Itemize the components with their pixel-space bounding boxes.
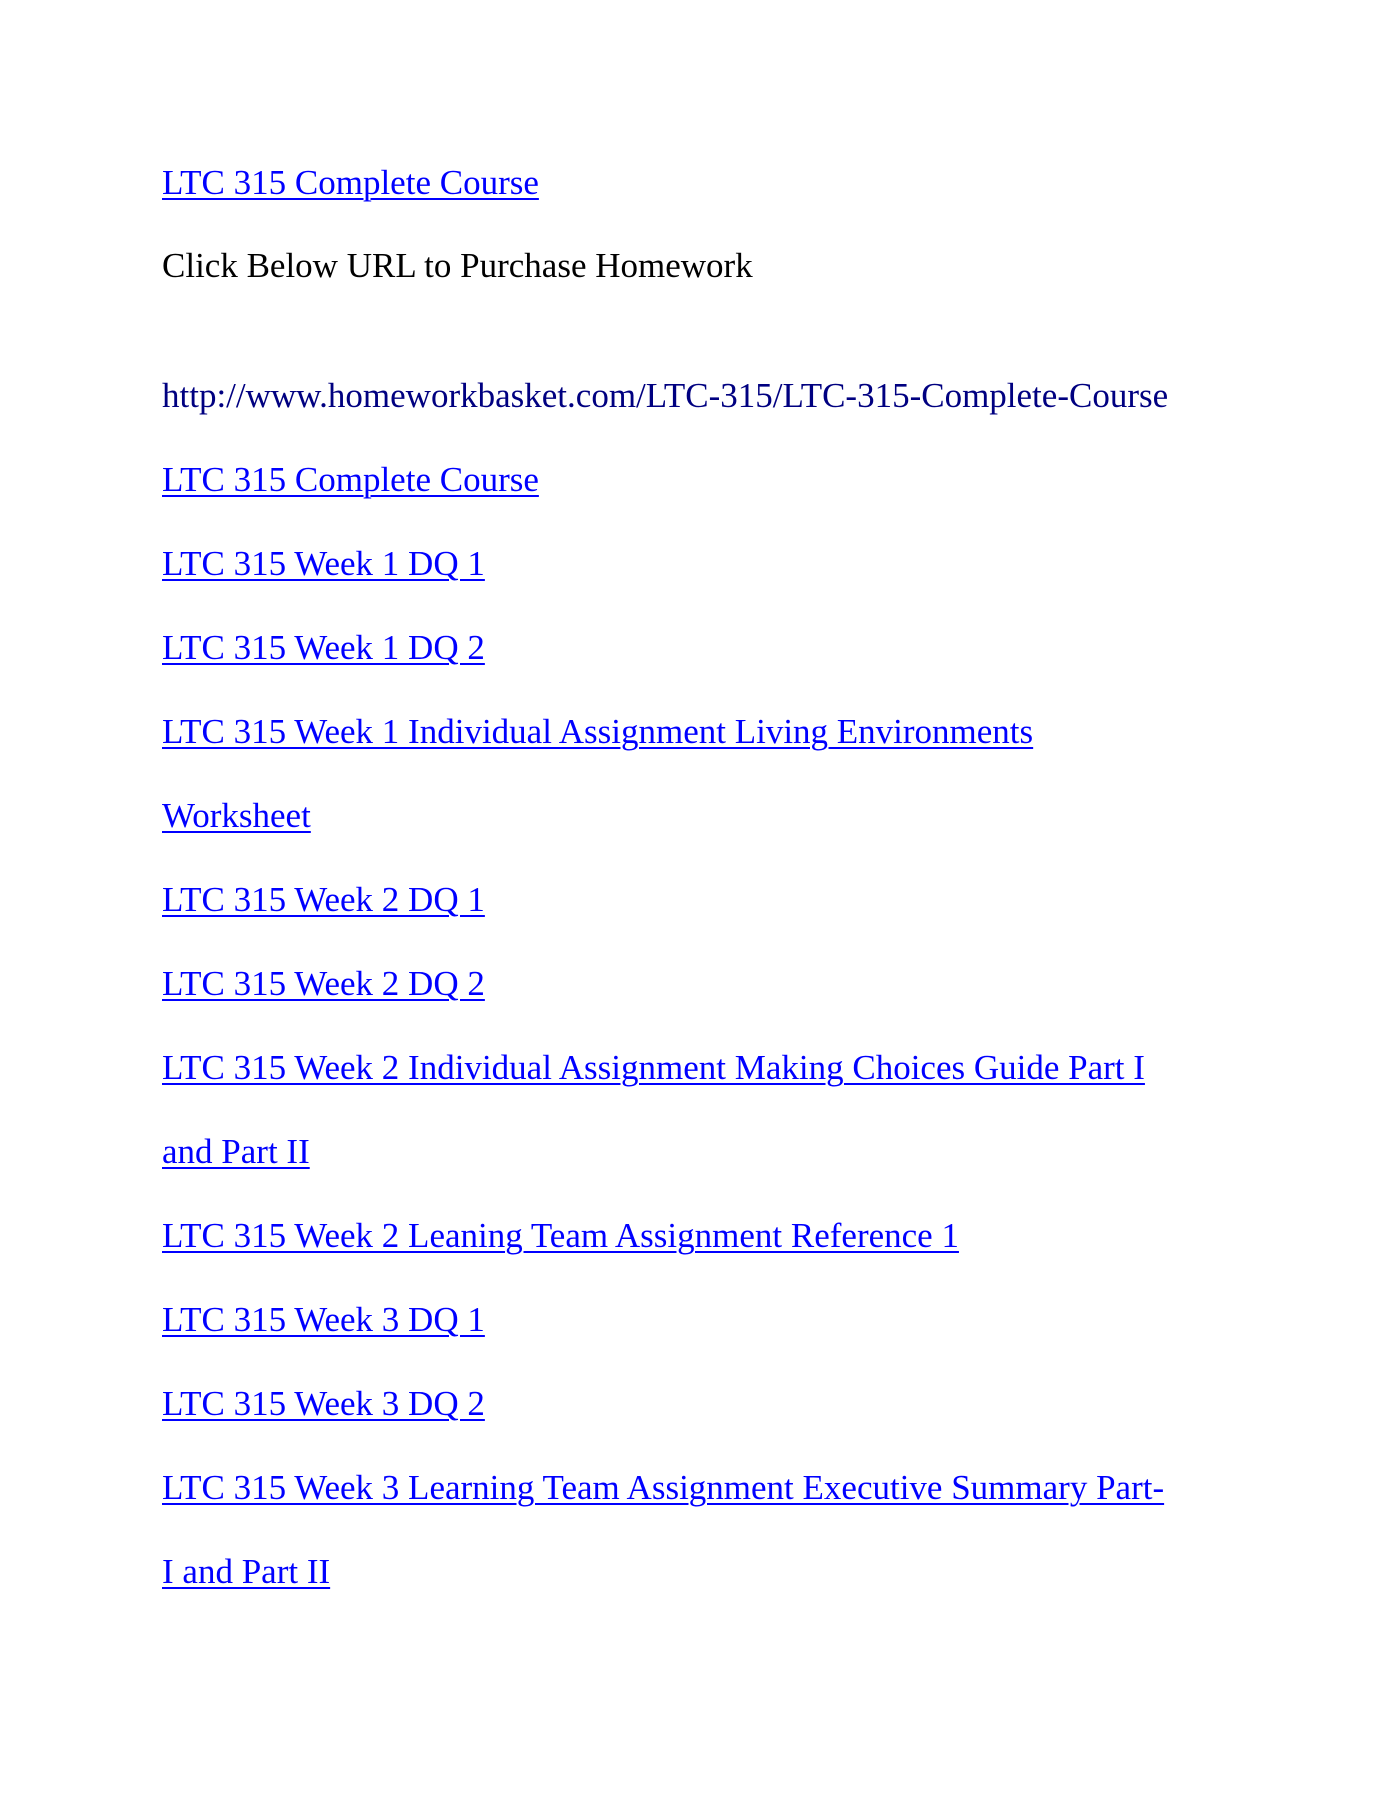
link-week3-team-assignment-cont[interactable]: I and Part II [162,1552,331,1591]
link-week2-dq1[interactable]: LTC 315 Week 2 DQ 1 [162,880,485,919]
link-week1-dq2[interactable]: LTC 315 Week 1 DQ 2 [162,628,485,667]
link-week1-individual-assignment-cont[interactable]: Worksheet [162,796,311,835]
link-week2-individual-assignment[interactable]: LTC 315 Week 2 Individual Assignment Making Choices Guide Part I [162,1048,1145,1087]
link-week3-dq1[interactable]: LTC 315 Week 3 DQ 1 [162,1300,485,1339]
link-week2-dq2[interactable]: LTC 315 Week 2 DQ 2 [162,964,485,1003]
link-complete-course[interactable]: LTC 315 Complete Course [162,460,539,499]
link-week3-team-assignment[interactable]: LTC 315 Week 3 Learning Team Assignment Executive Summary Part- [162,1468,1165,1507]
link-complete-course-top[interactable]: LTC 315 Complete Course [162,163,539,202]
link-week1-dq1[interactable]: LTC 315 Week 1 DQ 1 [162,544,485,583]
link-week3-dq2[interactable]: LTC 315 Week 3 DQ 2 [162,1384,485,1423]
link-week2-team-assignment[interactable]: LTC 315 Week 2 Leaning Team Assignment Reference 1 [162,1216,959,1255]
link-week2-individual-assignment-cont[interactable]: and Part II [162,1132,310,1171]
purchase-instruction: Click Below URL to Purchase Homework [162,246,753,285]
link-week1-individual-assignment[interactable]: LTC 315 Week 1 Individual Assignment Living Environments [162,712,1034,751]
purchase-url: http://www.homeworkbasket.com/LTC-315/LTC-315-Complete-Course [162,376,1169,415]
